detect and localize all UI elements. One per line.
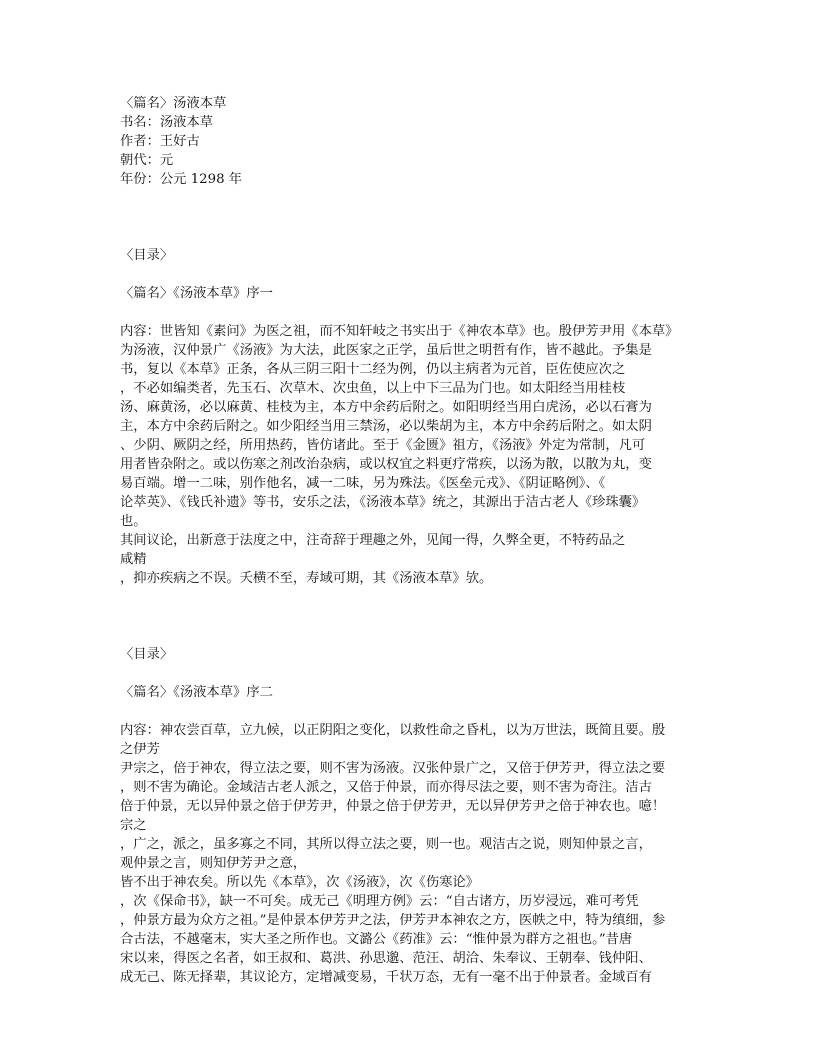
content-line: 倍于仲景，无以异仲景之倍于伊芳尹，仲景之倍于伊芳尹，无以异伊芳尹之倍于神农也。噫！ [120,799,666,814]
content-line: 咸精 [120,552,147,567]
content-line: 汤、麻黄汤，必以麻黄、桂枝为主，本方中余药后附之。如阳明经当用白虎汤，必以石膏为 [120,400,652,415]
section-preface-2 [120,645,720,987]
document-page [120,94,720,987]
content-line: 皆不出于神农矣。所以先《本草》，次《汤液》，次《伤寒论》 [120,875,480,890]
content-line: ，则不害为确论。金域洁古老人派之，又倍于仲景，而亦得尽法之要，则不害为奇注。洁古 [120,780,652,795]
section-title: 〈篇名〉《汤液本草》序一 [120,286,273,301]
section-title: 〈篇名〉《汤液本草》序二 [120,685,273,700]
content-line: 书，复以《本草》正条，各从三阴三阳十二经为例，仍以主病者为元首，臣佐使应次之 [120,362,626,377]
content-line: 也。 [120,514,147,529]
section-preface-1 [120,246,720,588]
section-content [120,721,720,987]
content-line: 观仲景之言，则知伊芳尹之意， [120,856,307,871]
content-line: ，广之，派之，虽多寡之不同，其所以得立法之要，则一也。观洁古之说，则知仲景之言， [120,837,652,852]
content-line: ，不必如编类者，先玉石、次草木、次虫鱼，以上中下三品为门也。如太阳经当用桂枝 [120,381,626,396]
content-line: 、少阴、厥阴之经，所用热药，皆仿诸此。至于《金匮》祖方，《汤液》外定为常制，凡可 [120,438,646,453]
content-line: 用者皆杂附之。或以伤寒之剂改治杂病，或以权宜之料更疗常疾，以汤为散，以散为丸，变 [120,457,652,472]
content-line: 成无己、陈无择辈，其议论方，定增减变易，千状万态，无有一毫不出于仲景者。金域百有 [120,970,652,985]
book-title: 书名：汤液本草 [120,115,214,130]
content-line: 之伊芳 [120,742,160,757]
content-line: ，次《保命书》，缺一不可矣。成无己《明理方例》云：“自古诸方，历岁浸远，难可考凭 [120,894,639,909]
book-metadata [120,94,720,189]
content-line: 主，本方中余药后附之。如少阳经当用三禁汤，必以柴胡为主，本方中余药后附之。如太阴 [120,419,652,434]
year: 年份：公元 1298 年 [120,172,243,187]
content-line: 尹宗之，倍于神农，得立法之要，则不害为汤液。汉张仲景广之，又倍于伊芳尹，得立法之要 [120,761,666,776]
content-line: ，抑亦疾病之不误。夭横不至，寿域可期，其《汤液本草》欤。 [120,571,493,586]
content-line: 易百端。增一二味，别作他名，减一二味，另为殊法。《医垒元戎》、《阴证略例》、《 [120,476,606,491]
content-line: 为汤液，汉仲景广《汤液》为大法，此医家之正学，虽后世之明哲有作，皆不越此。予集是 [120,343,652,358]
toc-label: 〈目录〉 [120,647,174,662]
content-line: 宗之 [120,818,147,833]
content-line: ，仲景方最为众方之祖。”是仲景本伊芳尹之法，伊芳尹本神农之方，医帙之中，特为缜细，参 [120,913,666,928]
chapter-name: 〈篇名〉汤液本草 [120,96,227,111]
content-line: 合古法，不越毫末，实大圣之所作也。文潞公《药准》云：“惟仲景为群方之祖也。”昔唐 [120,932,633,947]
content-line: 内容：世皆知《素问》为医之祖，而不知轩岐之书实出于《神农本草》也。殷伊芳尹用《本草》 [120,324,679,339]
content-line: 其间议论，出新意于法度之中，注奇辞于理趣之外，见闻一得，久弊全更，不特药品之 [120,533,626,548]
section-content [120,322,720,588]
spacer [120,189,720,246]
content-line: 内容：神农尝百草，立九候，以正阴阳之变化，以救性命之昏札，以为万世法，既简且要。殷 [120,723,666,738]
content-line: 宋以来，得医之名者，如王叔和、葛洪、孙思邈、范汪、胡洽、朱奉议、王朝奉、钱仲阳、 [120,951,652,966]
dynasty: 朝代：元 [120,153,174,168]
spacer [120,588,720,645]
author: 作者：王好古 [120,134,200,149]
content-line: 论萃英》、《钱氏补遗》等书，安乐之法，《汤液本草》统之，其源出于洁古老人《珍珠囊》 [120,495,646,510]
toc-label: 〈目录〉 [120,248,174,263]
